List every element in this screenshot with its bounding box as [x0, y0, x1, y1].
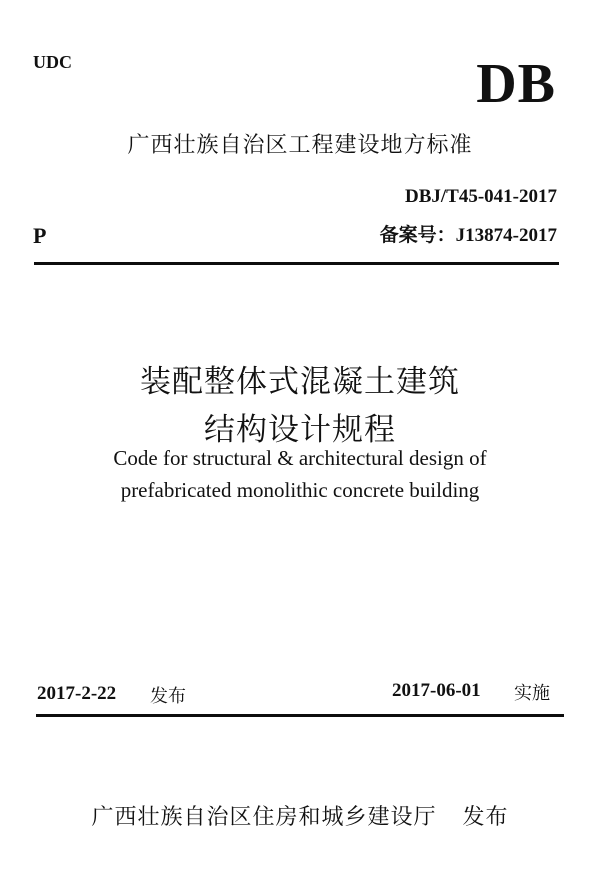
issue-date: 2017-2-22	[37, 683, 117, 704]
top-divider	[34, 262, 559, 265]
classification-code: P	[33, 223, 47, 248]
title-chinese-line-2: 结构设计规程	[204, 412, 396, 448]
implementation-date: 2017-06-01	[392, 680, 481, 701]
series-title: 广西壮族自治区工程建设地方标准	[127, 133, 473, 158]
db-mark: DB	[476, 53, 556, 115]
implementation-label: 实施	[514, 683, 550, 704]
bottom-divider	[36, 714, 564, 717]
title-english-line-1: Code for structural & architectural design of	[113, 446, 487, 470]
title-chinese-line-1: 装配整体式混凝土建筑	[140, 364, 460, 400]
issue-label: 发布	[150, 686, 186, 707]
filing-value: J13874-2017	[455, 225, 557, 246]
standard-number: DBJ/T45-041-2017	[405, 186, 557, 207]
publisher-name: 广西壮族自治区住房和城乡建设厅	[91, 805, 437, 830]
filing-number	[380, 220, 557, 247]
udc-label: UDC	[33, 52, 72, 72]
publisher-line	[0, 800, 600, 831]
filing-label: 备案号：	[379, 224, 456, 246]
publish-label: 发布	[462, 805, 509, 830]
title-english-line-2: prefabricated monolithic concrete building	[120, 478, 480, 502]
